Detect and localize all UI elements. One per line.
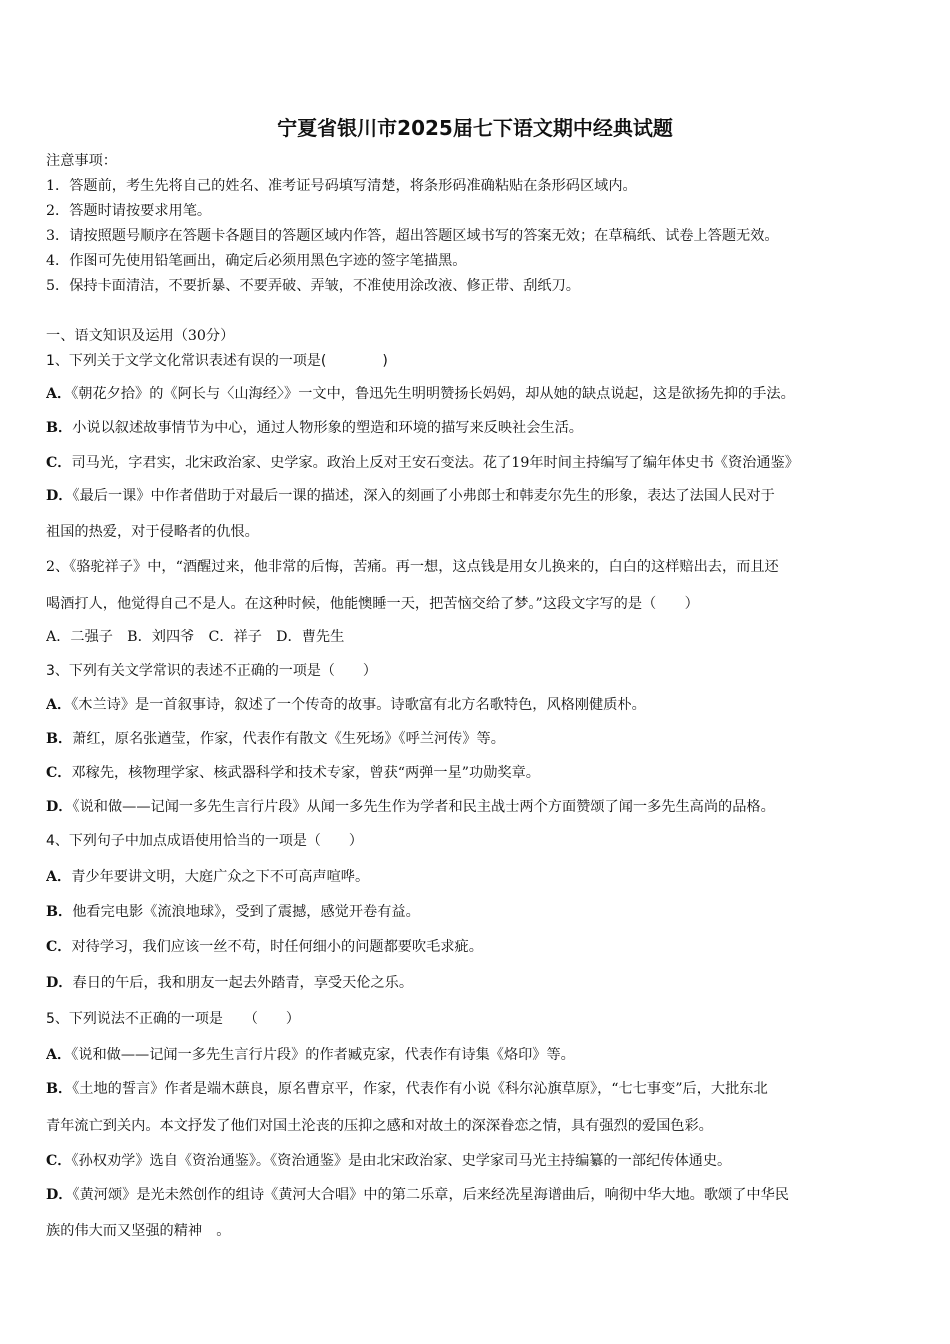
option-label: B．: [46, 1081, 73, 1097]
option-text: 萧红，原名张遒莹，作家，代表作有散文《生死场》《呼兰河传》等。: [72, 731, 505, 747]
option-text: 《朝花夕拾》的《阿长与〈山海经〉》一文中，鲁迅先生明明赞扬长妈妈，却从她的缺点说起，这是欲扬先抑的手法。: [71, 386, 795, 402]
question-stem: 4、下列句子中加点成语使用恰当的一项是（ ）: [46, 833, 363, 849]
question-stem: 1、下列关于文学文化常识表述有误的一项是( ): [46, 353, 388, 369]
notice-item: 4．作图可先使用铅笔画出，确定后必须用黑色字迹的签字笔描黑。: [46, 253, 467, 269]
answer-option: [46, 1185, 916, 1205]
option-label: D．: [46, 799, 73, 815]
option-text: 《说和做——记闻一多先生言行片段》的作者臧克家，代表作有诗集《烙印》等。: [71, 1047, 575, 1063]
answer-option: [46, 486, 916, 506]
question-stem: 5、下列说法不正确的一项是 （ ）: [46, 1011, 300, 1027]
question-stem: 3、下列有关文学常识的表述不正确的一项是（ ）: [46, 663, 377, 679]
option-text: 小说以叙述故事情节为中心，通过人物形象的塑造和环境的描写来反映社会生活。: [72, 420, 583, 436]
option-label: D．: [46, 488, 73, 504]
answer-option: [46, 384, 916, 404]
section-heading: 一、语文知识及运用（30分）: [46, 328, 235, 344]
notice-item: 3．请按照题号顺序在答题卡各题目的答题区域内作答，超出答题区域书写的答案无效；在草稿纸、试卷上答题无效。: [46, 228, 779, 244]
answer-option: [46, 418, 916, 438]
option-continuation: 青年流亡到关内。本文抒发了他们对国土沦丧的压抑之感和对故土的深深眷恋之情，具有强烈的爱国色彩。: [46, 1118, 713, 1134]
option-label: B．: [46, 904, 73, 920]
page-title: 宁夏省银川市2025届七下语文期中经典试题: [277, 116, 673, 140]
answer-option: [46, 1151, 916, 1171]
answer-option: [46, 763, 916, 783]
answer-option: [46, 695, 916, 715]
option-text: 司马光，字君实，北宋政治家、史学家。政治上反对王安石变法。花了19年时间主持编写了编年体史书《资治通鉴》: [71, 455, 799, 471]
question-stem: 2、《骆驼祥子》中，“酒醒过来，他非常的后悔，苦痛。再一想，这点钱是用女儿换来的，白白的这样赔出去，而且还: [46, 559, 779, 575]
answer-option: [46, 1045, 916, 1065]
option-text: 《黄河颂》是光未然创作的组诗《黄河大合唱》中的第二乐章，后来经冼星海谱曲后，响彻中华大地。歌颂了中华民: [72, 1187, 789, 1203]
option-text: 春日的午后，我和朋友一起去外踏青，享受天伦之乐。: [72, 975, 414, 991]
option-label: B．: [46, 731, 73, 747]
option-continuation: 族的伟大而又坚强的精神 。: [46, 1223, 231, 1239]
answer-option: [46, 902, 916, 922]
question-stem-continuation: 喝酒打人，他觉得自己不是人。在这种时候，他能懊睡一天，把苦恼交给了梦。”这段文字写的是（ ）: [46, 596, 699, 612]
option-text: 《土地的誓言》作者是端木蕻良，原名曹京平，作家，代表作有小说《科尔沁旗草原》，“七七事变”后，大批东北: [72, 1081, 768, 1097]
answer-options: A．二强子 B．刘四爷 C．祥子 D．曹先生: [46, 629, 345, 645]
answer-option: [46, 453, 916, 473]
answer-option: [46, 729, 916, 749]
option-text: 《孙权劝学》选自《资治通鉴》。《资治通鉴》是由北宋政治家、史学家司马光主持编纂的一部纪传体通史。: [71, 1153, 732, 1169]
option-continuation: 祖国的热爱，对于侵略者的仇恨。: [46, 524, 259, 540]
option-label: A．: [46, 1047, 72, 1063]
option-text: 《最后一课》中作者借助于对最后一课的描述，深入的刻画了小弗郎士和韩麦尔先生的形象，表达了法国人民对于: [72, 488, 775, 504]
notice-item: 1．答题前，考生先将自己的姓名、准考证号码填写清楚，将条形码准确粘贴在条形码区域内。: [46, 178, 637, 194]
answer-option: [46, 867, 916, 887]
option-label: D．: [46, 975, 73, 991]
notice-heading: 注意事项：: [46, 153, 117, 169]
option-label: C．: [46, 455, 72, 471]
answer-option: [46, 1079, 916, 1099]
option-label: C．: [46, 765, 72, 781]
answer-option: [46, 973, 916, 993]
option-text: 《说和做——记闻一多先生言行片段》从闻一多先生作为学者和民主战士两个方面赞颂了闻一多先生高尚的品格。: [72, 799, 775, 815]
option-text: 邓稼先，核物理学家、核武器科学和技术专家，曾获“两弹一星”功勋奖章。: [71, 765, 540, 781]
answer-option: [46, 937, 916, 957]
option-label: A．: [46, 697, 72, 713]
option-label: A．: [46, 869, 72, 885]
option-text: 《木兰诗》是一首叙事诗，叙述了一个传奇的故事。诗歌富有北方名歌特色，风格刚健质朴。: [71, 697, 646, 713]
notice-item: 2．答题时请按要求用笔。: [46, 203, 212, 219]
answer-option: [46, 797, 916, 817]
option-label: C．: [46, 939, 72, 955]
notice-item: 5．保持卡面清洁，不要折暴、不要弄破、弄皱，不准使用涂改液、修正带、刮纸刀。: [46, 278, 580, 294]
option-label: B．: [46, 420, 73, 436]
option-label: D．: [46, 1187, 73, 1203]
option-label: C．: [46, 1153, 72, 1169]
option-text: 他看完电影《流浪地球》，受到了震撼，感觉开卷有益。: [72, 904, 420, 920]
option-text: 青少年要讲文明，大庭广众之下不可高声喧哗。: [71, 869, 370, 885]
option-label: A．: [46, 386, 72, 402]
option-text: 对待学习，我们应该一丝不苟，时任何细小的问题都要吹毛求疵。: [71, 939, 483, 955]
